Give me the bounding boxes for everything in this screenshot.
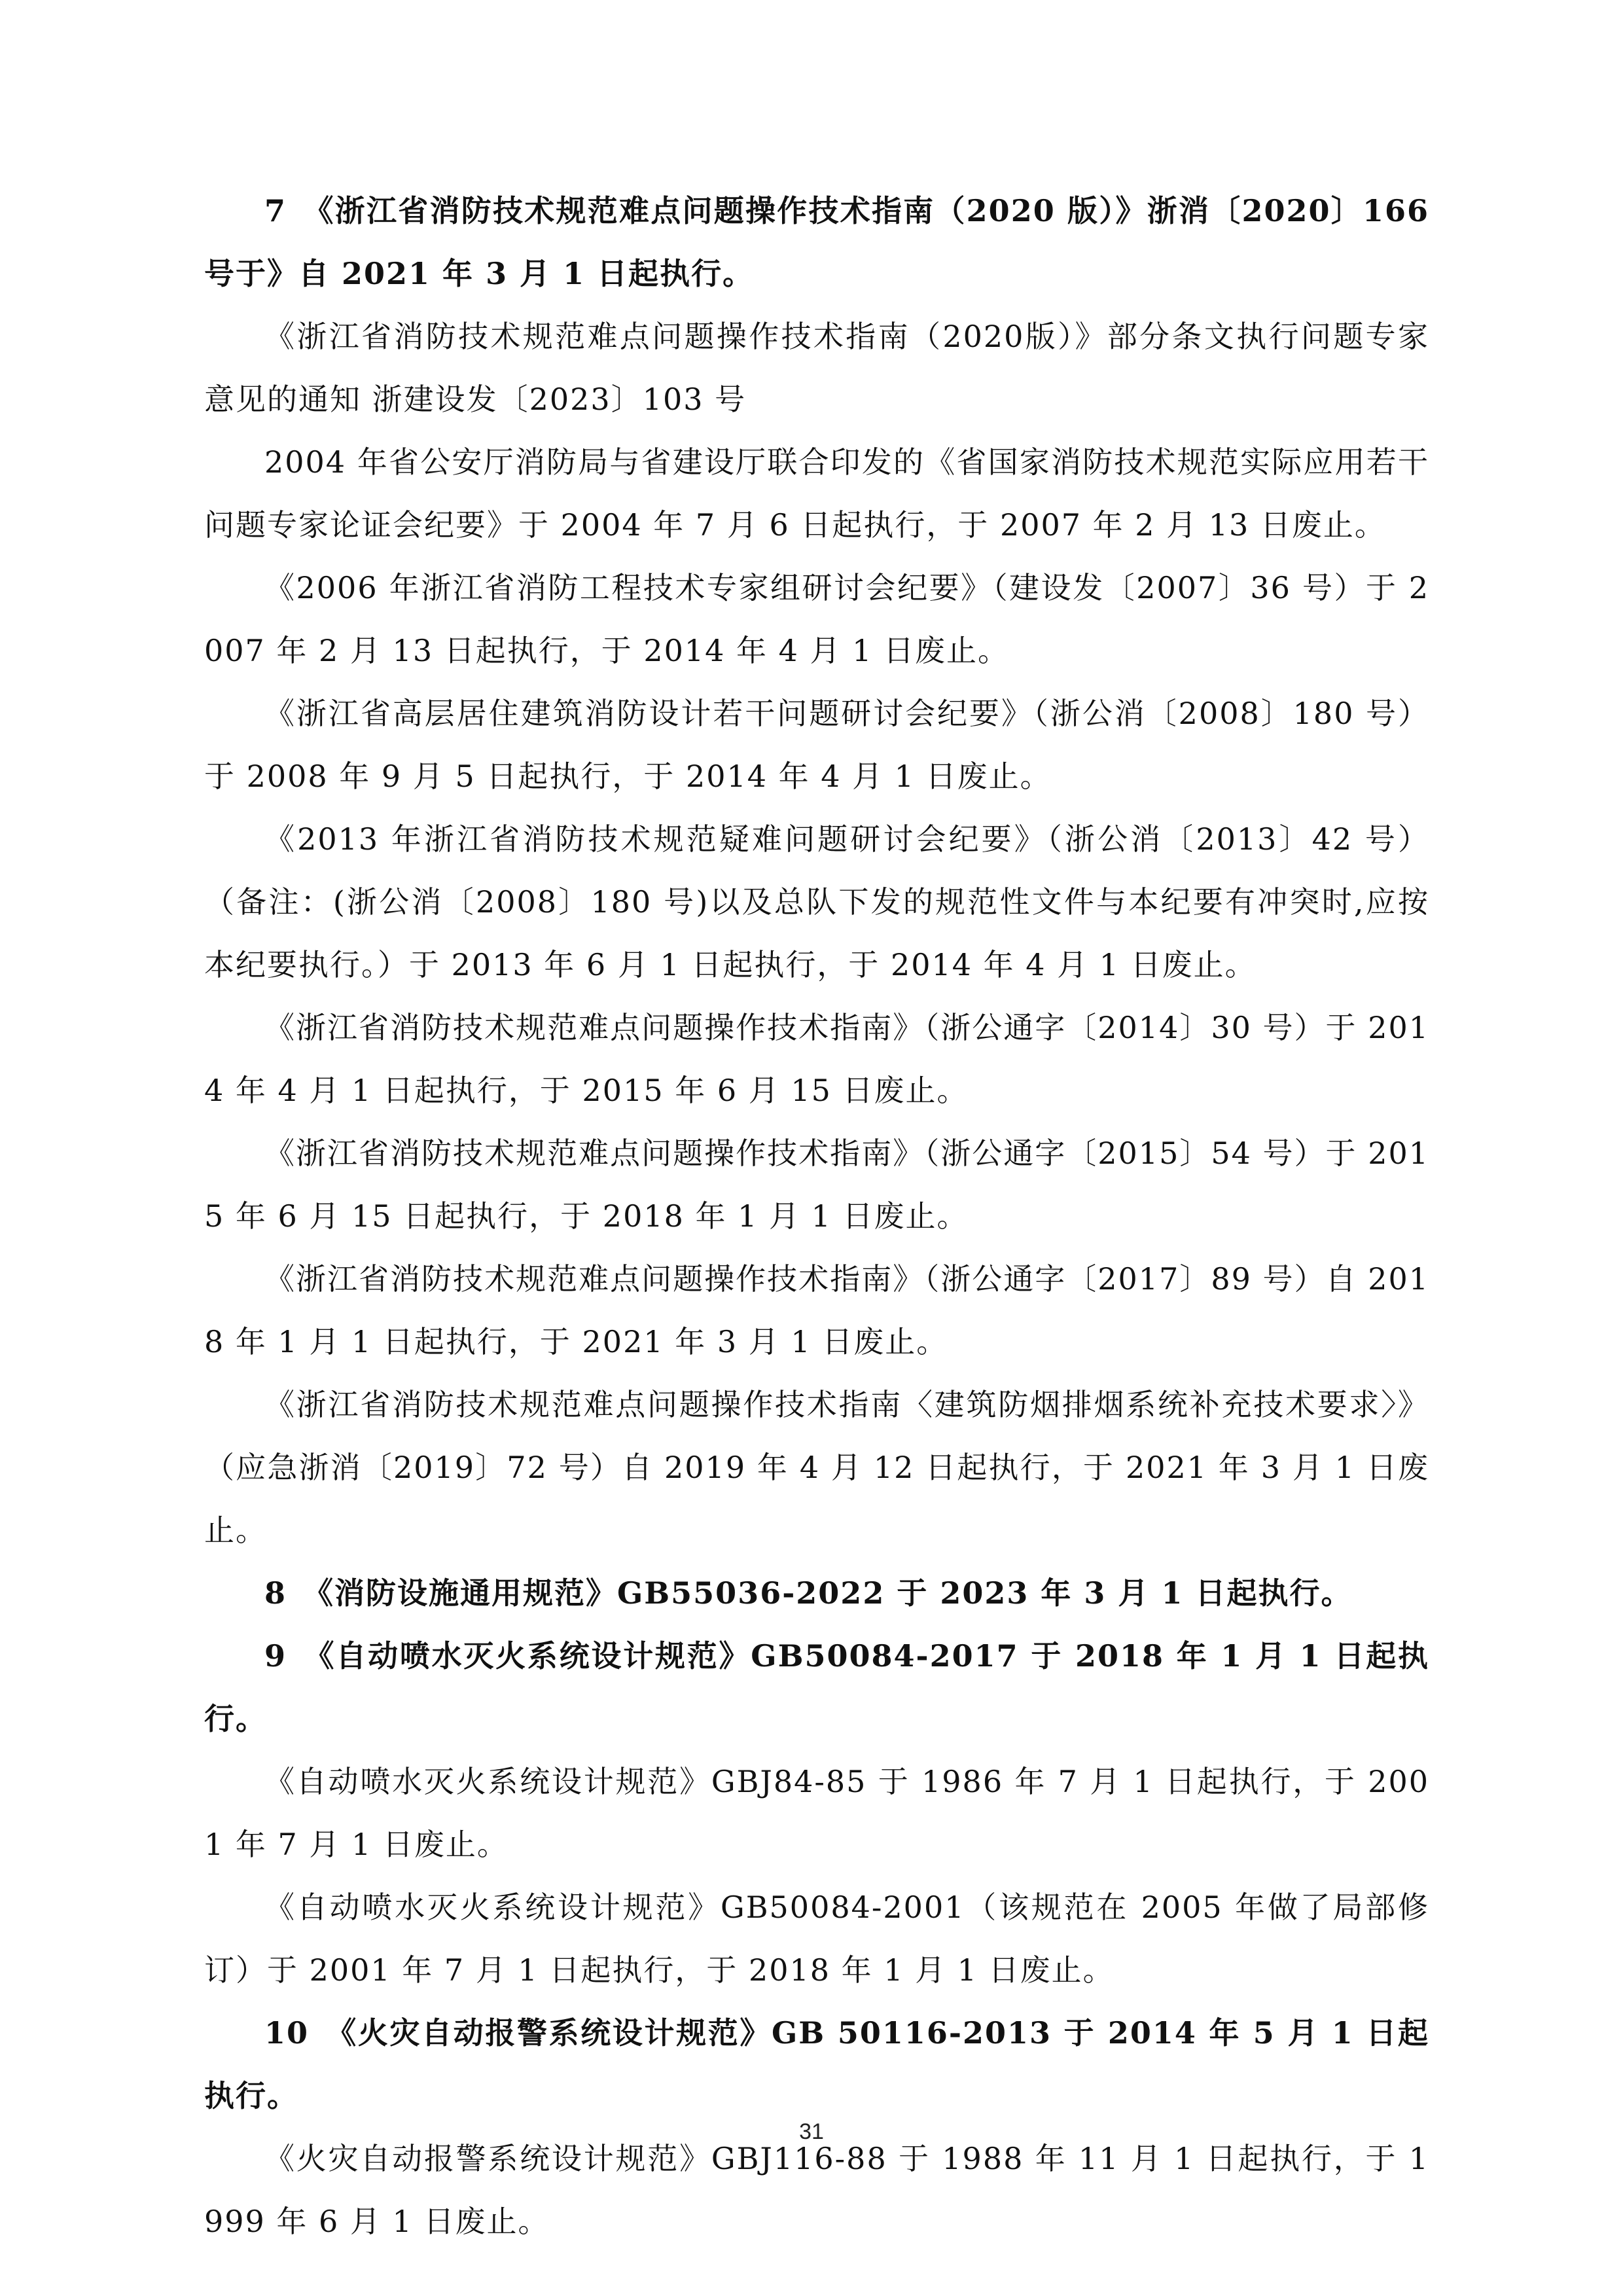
document-body xyxy=(204,179,1429,2253)
paragraph: 《浙江省消防技术规范难点问题操作技术指南〈建筑防烟排烟系统补充技术要求〉》（应急浙消〔2019〕72 号）自 2019 年 4 月 12 日起执行，于 2021 年 3 月 1 日废止。 xyxy=(204,1387,1429,1548)
paragraph: 2004 年省公安厅消防局与省建设厅联合印发的《省国家消防技术规范实际应用若干问题专家论证会纪要》于 2004 年 7 月 6 日起执行，于 2007 年 2 月 13 日废止。 xyxy=(204,444,1429,543)
paragraph: 《浙江省消防技术规范难点问题操作技术指南》（浙公通字〔2017〕89 号）自 2018 年 1 月 1 日起执行，于 2021 年 3 月 1 日废止。 xyxy=(204,1261,1429,1359)
page-number: 31 xyxy=(799,2119,824,2144)
paragraph: 《浙江省消防技术规范难点问题操作技术指南》（浙公通字〔2015〕54 号）于 2015 年 6 月 15 日起执行，于 2018 年 1 月 1 日废止。 xyxy=(204,1136,1429,1234)
paragraph: 《2013 年浙江省消防技术规范疑难问题研讨会纪要》（浙公消〔2013〕42 号）（备注：(浙公消〔2008〕180 号)以及总队下发的规范性文件与本纪要有冲突时,应按本纪要执行。）于 2013 年 6 月 1 日起执行，于 2014 年 4 月 1 日废止。 xyxy=(204,821,1429,982)
paragraph: 《2006 年浙江省消防工程技术专家组研讨会纪要》（建设发〔2007〕36 号）于 2007 年 2 月 13 日起执行，于 2014 年 4 月 1 日废止。 xyxy=(204,570,1429,668)
section-heading-10: 10 《火灾自动报警系统设计规范》GB 50116-2013 于 2014 年 5 月 1 日起执行。 xyxy=(204,2015,1429,2113)
paragraph: 《火灾自动报警系统设计规范》GBJ116-88 于 1988 年 11 月 1 日起执行，于 1999 年 6 月 1 日废止。 xyxy=(204,2141,1429,2239)
section-heading-7: 7 《浙江省消防技术规范难点问题操作技术指南（2020 版）》浙消〔2020〕166 号于》自 2021 年 3 月 1 日起执行。 xyxy=(204,193,1429,291)
paragraph: 《自动喷水灭火系统设计规范》GB50084-2001（该规范在 2005 年做了局部修订）于 2001 年 7 月 1 日起执行，于 2018 年 1 月 1 日废止。 xyxy=(204,1890,1429,1988)
paragraph: 《浙江省消防技术规范难点问题操作技术指南（2020版）》部分条文执行问题专家意见的通知 浙建设发〔2023〕103 号 xyxy=(204,319,1429,417)
paragraph: 《自动喷水灭火系统设计规范》GBJ84-85 于 1986 年 7 月 1 日起执行，于 2001 年 7 月 1 日废止。 xyxy=(204,1764,1429,1862)
section-heading-8: 8 《消防设施通用规范》GB55036-2022 于 2023 年 3 月 1 日起执行。 xyxy=(264,1575,1353,1611)
paragraph: 《浙江省高层居住建筑消防设计若干问题研讨会纪要》（浙公消〔2008〕180 号）于 2008 年 9 月 5 日起执行，于 2014 年 4 月 1 日废止。 xyxy=(204,696,1429,794)
section-heading-9: 9 《自动喷水灭火系统设计规范》GB50084-2017 于 2018 年 1 月 1 日起执行。 xyxy=(204,1638,1429,1736)
paragraph: 《浙江省消防技术规范难点问题操作技术指南》（浙公通字〔2014〕30 号）于 2014 年 4 月 1 日起执行，于 2015 年 6 月 15 日废止。 xyxy=(204,1010,1429,1108)
